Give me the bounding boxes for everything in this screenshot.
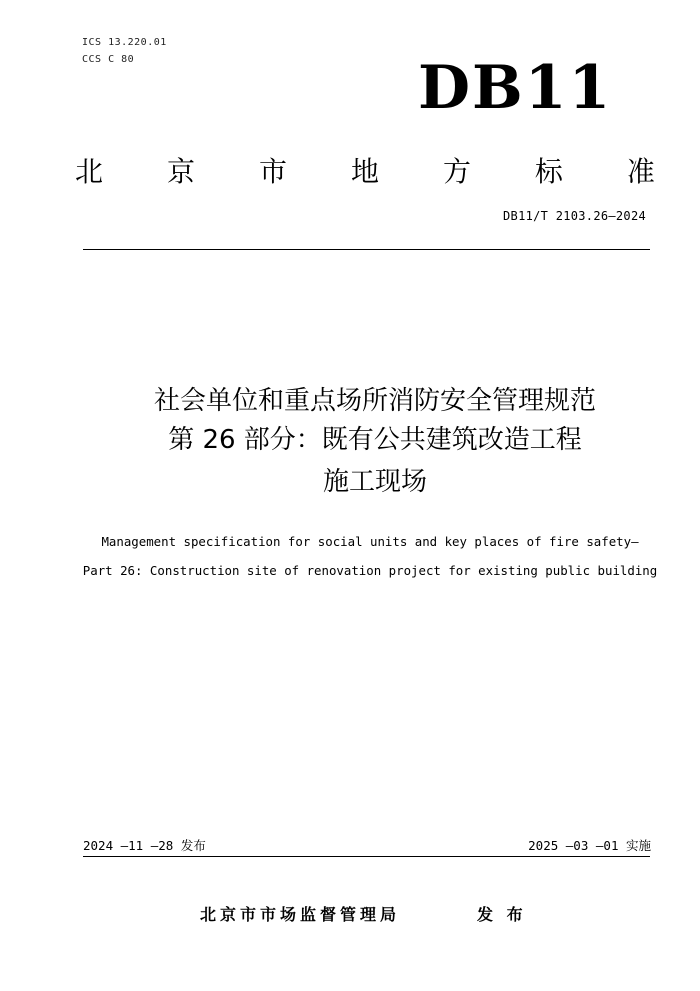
issuing-authority: 北京市市场监督管理局 <box>200 905 401 924</box>
issuing-action: 发 布 <box>477 905 527 924</box>
standard-type-char: 地 <box>350 155 379 188</box>
chinese-title-line-1: 社会单位和重点场所消防安全管理规范 <box>153 386 596 416</box>
standard-number: DB11/T 2103.26—2024 <box>503 209 646 223</box>
ics-code: ICS 13.220.01 <box>82 37 167 48</box>
bottom-divider <box>83 856 650 857</box>
issue-date: 2024 —11 —28 发布 <box>83 838 206 853</box>
english-title-line-1: Management specification for social units and key places of fire safety— <box>101 534 639 549</box>
standard-type-char: 北 <box>75 155 104 188</box>
standard-logo: DB11 <box>418 53 613 123</box>
standard-type-char: 京 <box>166 155 195 188</box>
english-title-line-2: Part 26: Construction site of renovation project for existing public building <box>82 563 658 578</box>
standard-type-char: 方 <box>442 155 471 188</box>
ccs-code: CCS C 80 <box>82 54 135 65</box>
chinese-title-line-2: 第 26 部分：既有公共建筑改造工程 <box>168 425 582 455</box>
standard-type-char: 标 <box>534 155 563 188</box>
standard-type-heading <box>75 152 655 192</box>
chinese-title-line-3: 施工现场 <box>322 467 427 497</box>
standard-type-char: 准 <box>626 155 655 188</box>
top-divider <box>83 249 650 250</box>
implementation-date: 2025 —03 —01 实施 <box>528 838 651 853</box>
standard-type-char: 市 <box>258 155 287 188</box>
